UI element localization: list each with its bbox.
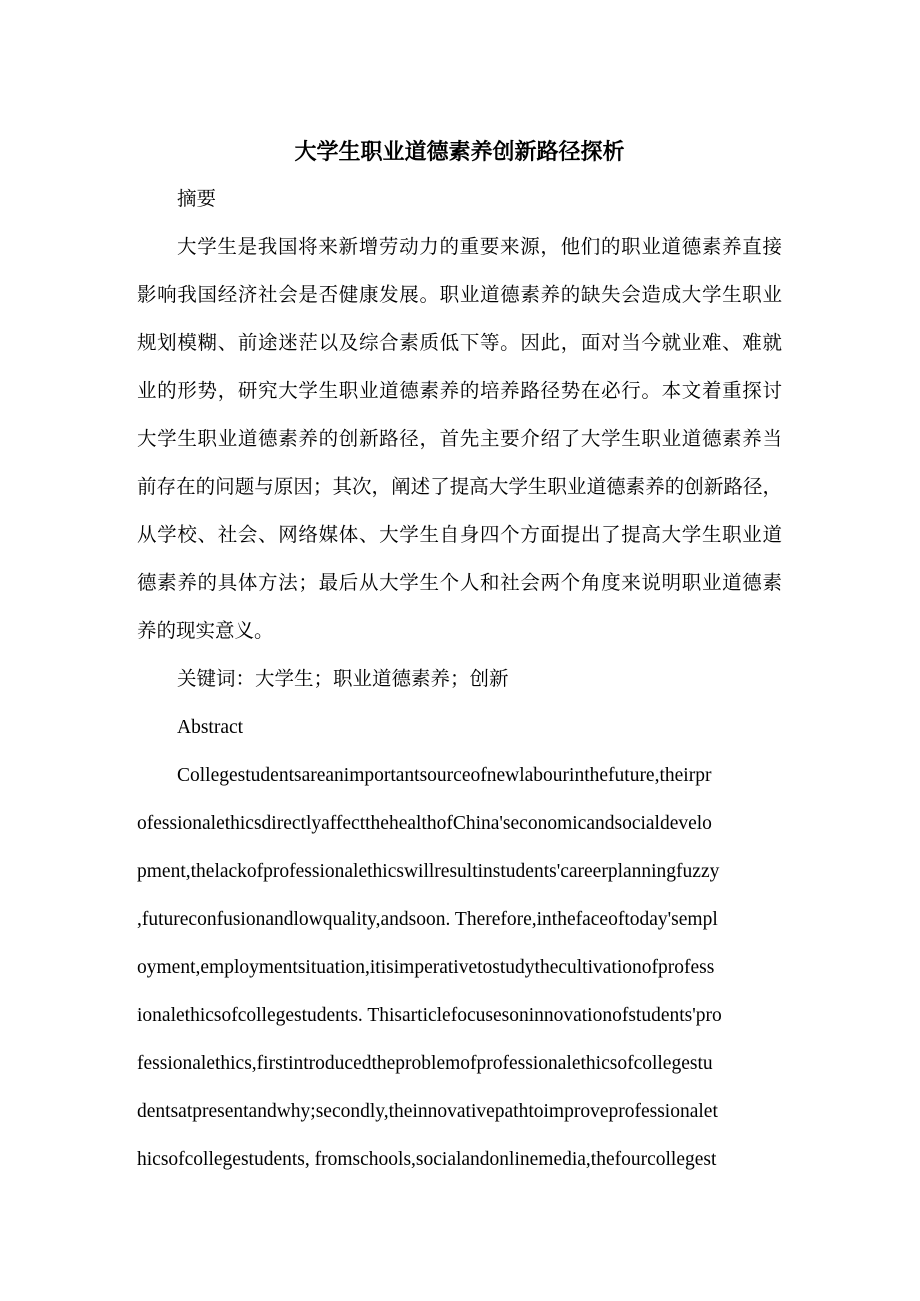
en-abstract-line: Collegestudentsareanimportantsourceofnewlabourinthefuture,theirpr xyxy=(177,765,712,786)
en-abstract-line: ofessionalethicsdirectlyaffectthehealthofChina'seconomicandsocialdevelo xyxy=(137,813,712,834)
document-title: 大学生职业道德素养创新路径探析 xyxy=(294,139,625,164)
cn-abstract-line: 德素养的具体方法；最后从大学生个人和社会两个角度来说明职业道德素 xyxy=(137,573,782,594)
cn-abstract-line: 大学生职业道德素养的创新路径，首先主要介绍了大学生职业道德素养当 xyxy=(137,429,782,450)
en-abstract-line: oyment,employmentsituation,itisimperativetostudythecultivationofprofess xyxy=(137,957,715,978)
en-abstract-line: ,futureconfusionandlowquality,andsoon. Therefore,inthefaceoftoday'sempl xyxy=(137,909,718,930)
cn-abstract-line: 业的形势，研究大学生职业道德素养的培养路径势在必行。本文着重探讨 xyxy=(137,381,782,402)
cn-abstract-line: 规划模糊、前途迷茫以及综合素质低下等。因此，面对当今就业难、难就 xyxy=(137,333,782,354)
en-abstract-line: pment,thelackofprofessionalethicswillresultinstudents'careerplanningfuzzy xyxy=(137,861,720,882)
en-abstract-line: fessionalethics,firstintroducedtheproblemofprofessionalethicsofcollegestu xyxy=(137,1053,713,1074)
cn-abstract-line: 从学校、社会、网络媒体、大学生自身四个方面提出了提高大学生职业道 xyxy=(137,525,782,546)
document-content xyxy=(137,128,782,1184)
en-abstract-line: ionalethicsofcollegestudents. Thisarticlefocusesoninnovationofstudents'pro xyxy=(137,1005,722,1026)
cn-abstract-line: 前存在的问题与原因；其次，阐述了提高大学生职业道德素养的创新路径， xyxy=(137,477,782,498)
en-abstract-label: Abstract xyxy=(177,717,244,738)
cn-abstract-line: 大学生是我国将来新增劳动力的重要来源，他们的职业道德素养直接 xyxy=(177,237,782,258)
en-abstract-line: dentsatpresentandwhy;secondly,theinnovativepathtoimproveprofessionalet xyxy=(137,1101,718,1122)
cn-abstract-line: 养的现实意义。 xyxy=(137,621,274,642)
cn-abstract-label: 摘要 xyxy=(177,189,217,210)
cn-abstract-line: 影响我国经济社会是否健康发展。职业道德素养的缺失会造成大学生职业 xyxy=(137,285,782,306)
keywords-line: 关键词：大学生；职业道德素养；创新 xyxy=(177,669,509,690)
en-abstract-line: hicsofcollegestudents, fromschools,socialandonlinemedia,thefourcollegest xyxy=(137,1149,717,1170)
